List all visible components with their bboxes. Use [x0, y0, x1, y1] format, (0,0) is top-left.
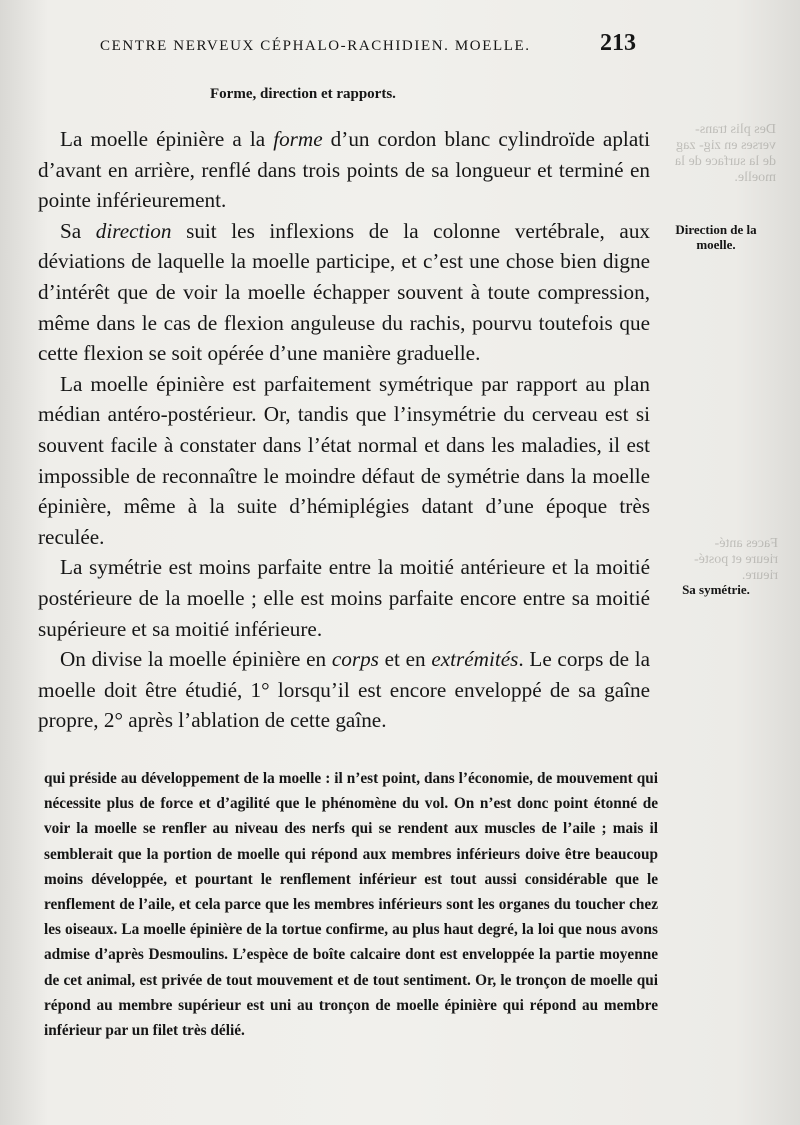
paragraph-division: On divise la moelle épinière en corps et en extrémités. Le corps de la moelle doit être étudié, 1° lorsqu’il est encore enveloppé de sa gaîne propre, 2° après l’ablation de cette gaîne.	[38, 647, 650, 733]
footnote-text: qui préside au développement de la moelle : il n’est point, dans l’économie, de mouvement qui nécessite plus de force et d’agilité que le phénomène du vol. On n’est donc point étonné de voir la moelle se renfler au niveau des nerfs qui se rendent aux muscles de l’aile ; mais il semblerait que la portion de moelle qui répond aux membres inférieurs doive être beaucoup moins développée, et pourtant le renflement inférieur est tout aussi considérable que le renflement de l’aile, et cela parce que les membres inférieurs sont les organes du toucher chez les oiseaux. La moelle épinière de la tortue confirme, au plus haut degré, la loi que nous avons admise d’après Desmoulins. L’espèce de boîte calcaire dont est enveloppée la partie moyenne de cet animal, est privée de tout mouvement et de tout sentiment. Or, le tronçon de moelle qui répond au membre supérieur est uni au tronçon de moelle épinière qui répond au membre inférieur par un filet très délié.	[44, 770, 658, 1040]
paragraph-direction: Sa direction suit les inflexions de la colonne vertébrale, aux déviations de laquelle la moelle participe, et c’est une chose bien digne d’intérêt que de voir la moelle échapper souvent à toute compression, même dans le cas de flexion anguleuse du rachis, pourvu toutefois que cette flexion se soit opérée d’une manière graduelle.	[38, 218, 651, 366]
footnote	[44, 766, 658, 1043]
margin-note-symmetry: Sa symétrie.	[682, 582, 750, 597]
emphasized-term: corps	[331, 647, 379, 672]
running-head: CENTRE NERVEUX CÉPHALO-RACHIDIEN. MOELLE.	[100, 38, 531, 54]
paragraph-symmetry: La moelle épinière est parfaitement symétrique par rapport au plan médian antéro-postérieur. Or, tandis que l’insymétrie du cerveau est si souvent facile à constater dans l’état normal et dans les maladies, il est impossible de reconnaître le moindre défaut de symétrie dans la moelle épinière, même à la suite d’hémiplégies datant d’une époque très reculée.	[38, 371, 650, 549]
paragraph-form: La moelle épinière a la forme d’un cordon blanc cylindroïde aplati d’avant en arrière, renflé dans trois points de sa longueur et terminé en pointe inférieurement.	[38, 127, 650, 213]
main-text	[38, 124, 650, 736]
emphasized-term: direction	[95, 218, 172, 243]
page-number: 213	[600, 30, 636, 56]
emphasized-term: extrémités	[431, 647, 519, 672]
bleed-through-text: Faces anté- rieure et posté- rieure.	[694, 536, 778, 583]
paragraph-symmetry-halves: La symétrie est moins parfaite entre la moitié antérieure et la moitié postérieure de la moelle ; elle est moins parfaite encore entre sa moitié supérieure et sa moitié inférieure.	[38, 555, 650, 641]
emphasized-term: forme	[273, 127, 323, 151]
section-title: Forme, direction et rapports.	[210, 86, 396, 102]
bleed-through-text: Des plis trans- verses en zig- zag de la surface de la moelle.	[674, 122, 776, 185]
margin-note-direction: Direction de la moelle.	[675, 222, 757, 252]
